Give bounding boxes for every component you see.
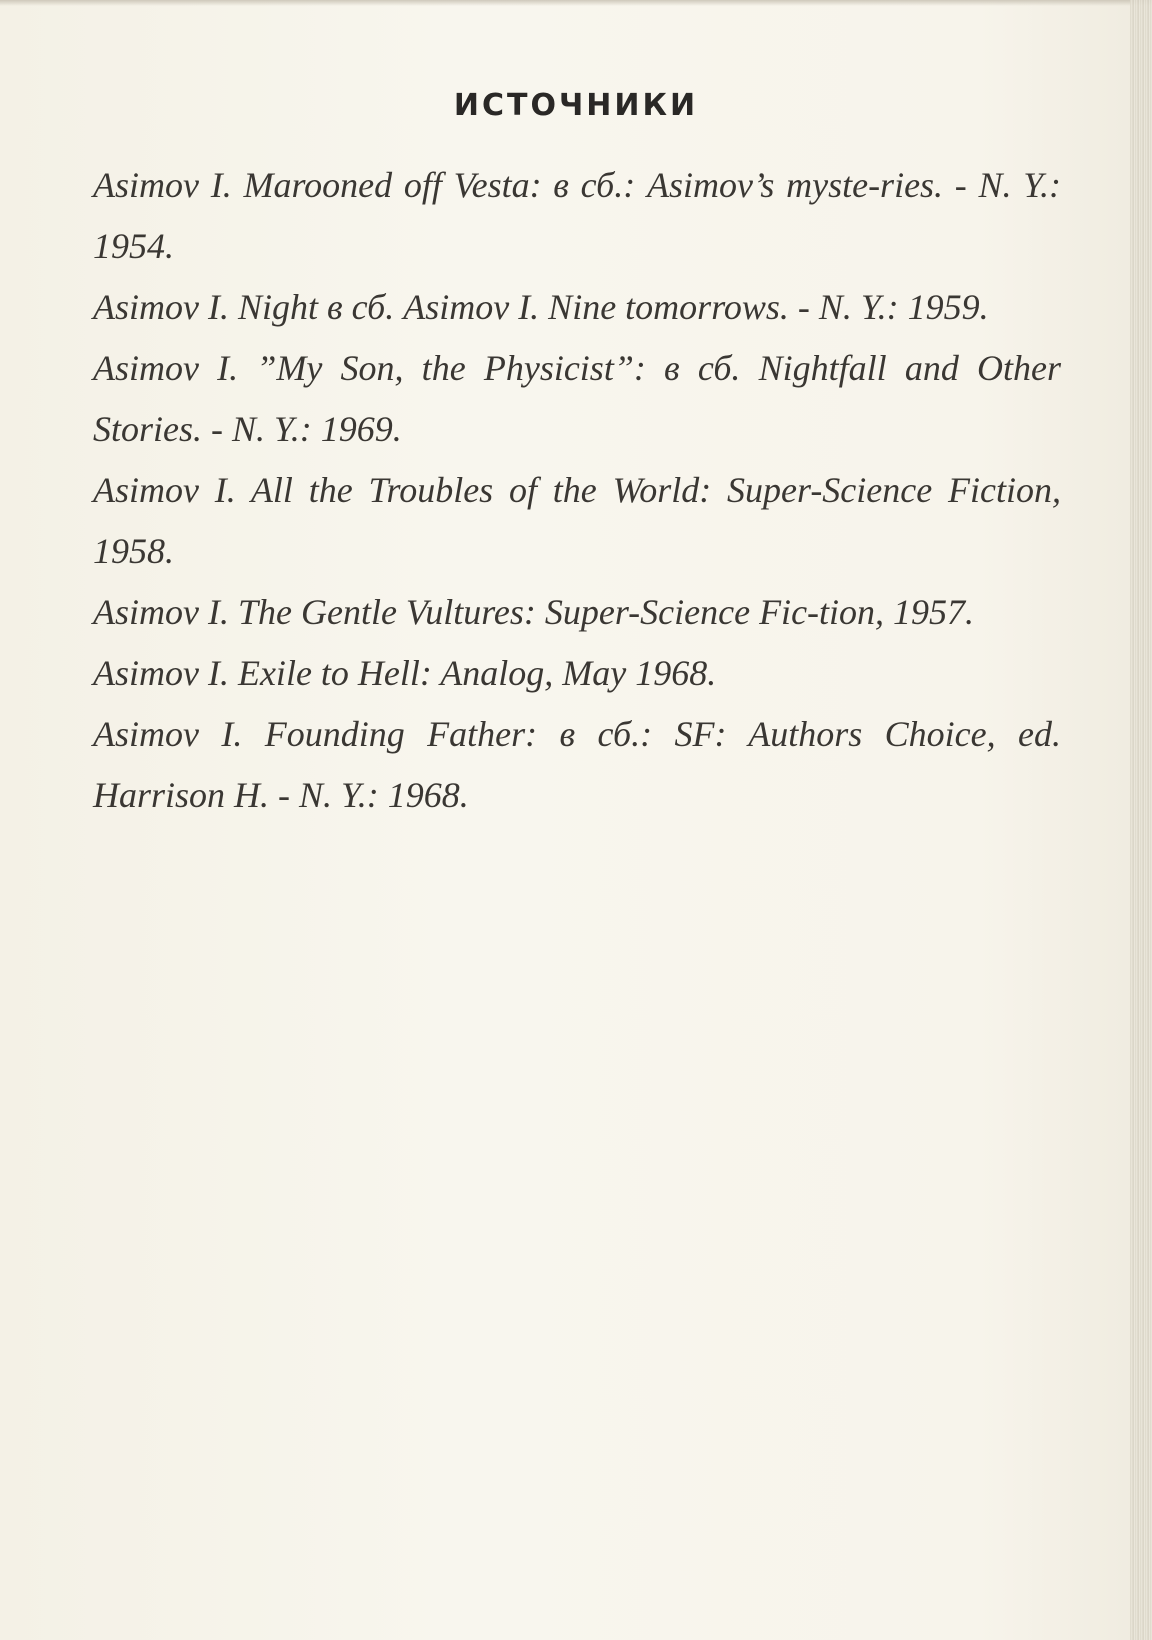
reference-item: Asimov I. Exile to Hell: Analog, May 1968.: [93, 653, 717, 693]
page-title: ИСТОЧНИКИ: [453, 88, 699, 123]
reference-item: Asimov I. The Gentle Vultures: Super-Science Fic-tion, 1957.: [93, 592, 975, 632]
reference-item: Asimov I. ”My Son, the Physicist”: в сб. Nightfall and Other Stories. - N. Y.: 1969.: [93, 348, 1061, 449]
reference-item: Asimov I. Marooned off Vesta: в сб.: Asimov’s myste-ries. - N. Y.: 1954.: [93, 165, 1061, 266]
reference-item: Asimov I. Founding Father: в сб.: SF: Authors Choice, ed. Harrison H. - N. Y.: 1968.: [93, 714, 1061, 815]
reference-item: Asimov I. All the Troubles of the World: Super-Science Fiction, 1958.: [93, 470, 1061, 571]
reference-list: [93, 155, 1061, 826]
page-top-edge: [0, 0, 1152, 6]
reference-item: Asimov I. Night в сб. Asimov I. Nine tomorrows. - N. Y.: 1959.: [93, 287, 989, 327]
page-side-edge: [1130, 0, 1152, 1640]
